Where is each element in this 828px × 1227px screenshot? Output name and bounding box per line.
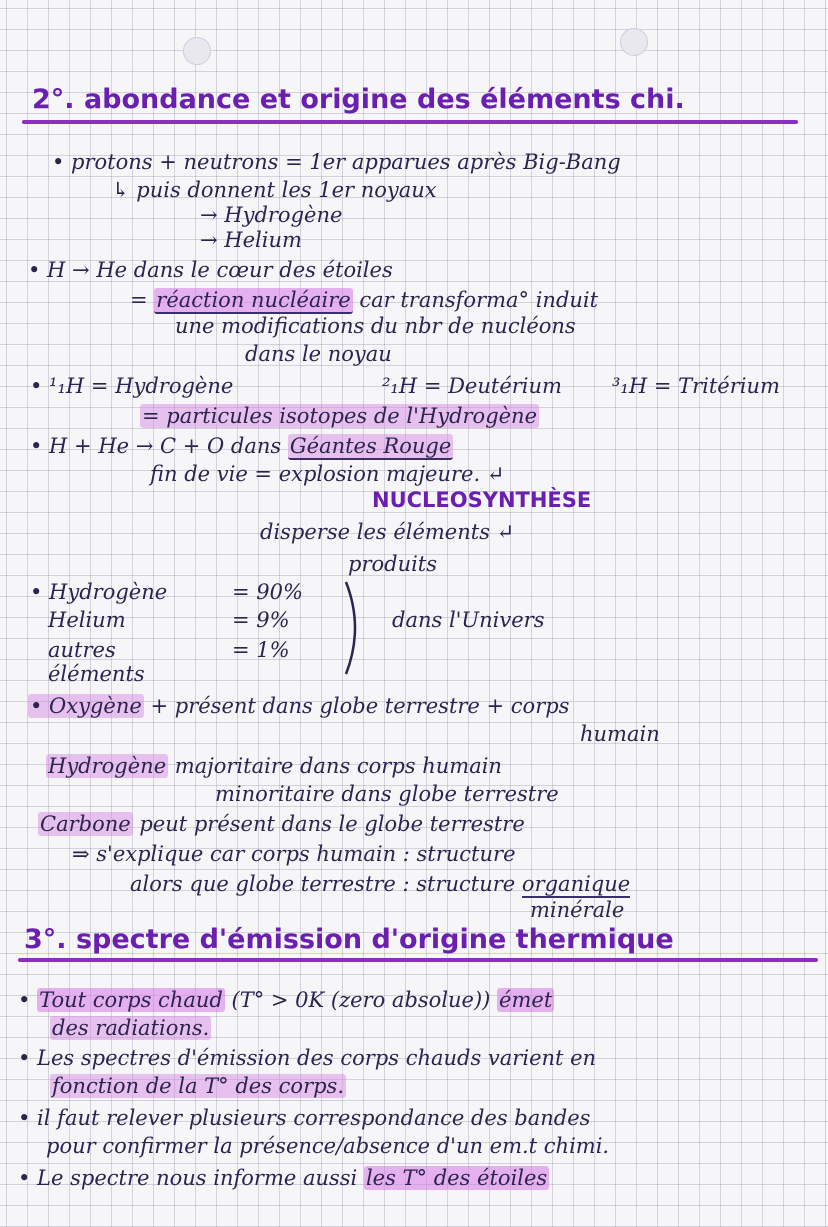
abundance-value-helium: = 9% — [232, 608, 290, 632]
line-disperse: disperse les éléments ↵ — [260, 520, 515, 544]
line-minerale: minérale — [530, 898, 625, 922]
fonction-highlight: fonction de la T° des corps. — [52, 1074, 345, 1098]
radiations-highlight: des radiations. — [52, 1016, 210, 1040]
line-tout-corps — [18, 988, 554, 1012]
line-carbone — [38, 812, 525, 836]
line-reaction — [130, 288, 598, 312]
line-relever: • il faut relever plusieurs correspondance des bandes — [18, 1106, 591, 1130]
line-modifications: une modifications du nbr de nucléons — [175, 314, 576, 338]
temperature-etoiles-highlight: les T° des étoiles — [365, 1166, 548, 1190]
line-alors-que — [130, 872, 630, 896]
line-explique: ⇒ s'explique car corps humain : structure — [72, 842, 516, 866]
carbone-highlight: Carbone — [40, 812, 131, 836]
abundance-name-helium: Helium — [48, 608, 126, 632]
organique-text: organique — [521, 872, 631, 896]
line-oxygene — [28, 694, 569, 718]
line-fonction — [50, 1074, 346, 1098]
tout-corps-highlight: Tout corps chaud — [39, 988, 223, 1012]
hydrogene-isotope: • ¹₁H = Hydrogène — [30, 374, 234, 398]
line-spectre-informe — [18, 1166, 549, 1190]
transforma-text: car transforma° induit — [352, 288, 599, 312]
section1-title: 2°. abondance et origine des éléments chi. — [32, 84, 685, 115]
section2-title-underline — [18, 958, 818, 962]
emet-highlight: émet — [499, 988, 553, 1012]
section1-title-underline — [22, 120, 798, 124]
punch-hole-left — [183, 37, 211, 65]
triterium-isotope: ³₁H = Tritérium — [612, 374, 780, 398]
reaction-nucleaire-highlight: réaction nucléaire — [156, 288, 351, 312]
line-produits: produits — [348, 552, 438, 576]
line-fin-de-vie: fin de vie = explosion majeure. ↵ — [150, 462, 505, 486]
line-humain: humain — [580, 722, 660, 746]
equals-sign: = — [130, 288, 155, 312]
line-helium: → Helium — [200, 228, 302, 252]
geantes-rouge-highlight: Géantes Rouge — [289, 434, 452, 458]
temperature-text: (T° > 0K (zero absolue)) — [224, 988, 498, 1012]
line-hydrogene: → Hydrogène — [200, 203, 343, 227]
alors-que-text: alors que globe terrestre : structure — [130, 872, 522, 896]
hhe-text: • H + He → C + O dans — [30, 434, 288, 458]
abundance-value-autres: = 1% — [232, 638, 290, 662]
line-confirmer: pour confirmer la présence/absence d'un em.t chimi. — [46, 1134, 610, 1158]
informe-text: • Le spectre nous informe aussi — [18, 1166, 364, 1190]
line-minoritaire: minoritaire dans globe terrestre — [215, 782, 559, 806]
carbone-text: peut présent dans le globe terrestre — [132, 812, 525, 836]
line-noyaux: ↳ puis donnent les 1er noyaux — [112, 178, 437, 202]
line-h-he-c-o — [30, 434, 453, 458]
line-spectres: • Les spectres d'émission des corps chauds varient en — [18, 1046, 597, 1070]
particules-highlight: = particules isotopes de l'Hydrogène — [142, 404, 538, 428]
line-radiations — [50, 1016, 211, 1040]
line-isotopes-names — [30, 374, 233, 398]
line-h-he: • H → He dans le cœur des étoiles — [28, 258, 393, 282]
punch-hole-right — [620, 28, 648, 56]
abundance-bracket — [340, 578, 370, 678]
line-noyau: dans le noyau — [245, 342, 392, 366]
line-particules — [140, 404, 539, 428]
abundance-note: dans l'Univers — [392, 608, 545, 632]
line-protons: • protons + neutrons = 1er apparues après Big-Bang — [52, 150, 621, 174]
abundance-name-hydrogene: • Hydrogène — [30, 580, 168, 604]
section2-title: 3°. spectre d'émission d'origine thermique — [24, 924, 674, 955]
bullet-a: • — [18, 988, 38, 1012]
oxygene-highlight: • Oxygène — [30, 694, 142, 718]
deuterium-isotope: ²₁H = Deutérium — [382, 374, 562, 398]
line-hydrogene-majoritaire — [46, 754, 502, 778]
hydrogene-highlight: Hydrogène — [48, 754, 167, 778]
abundance-name-autres: autres éléments — [48, 638, 145, 686]
oxygene-text: + présent dans globe terrestre + corps — [143, 694, 570, 718]
nucleosynthese-label: NUCLEOSYNTHÈSE — [372, 488, 592, 512]
majoritaire-text: majoritaire dans corps humain — [168, 754, 502, 778]
abundance-value-hydrogene: = 90% — [232, 580, 303, 604]
